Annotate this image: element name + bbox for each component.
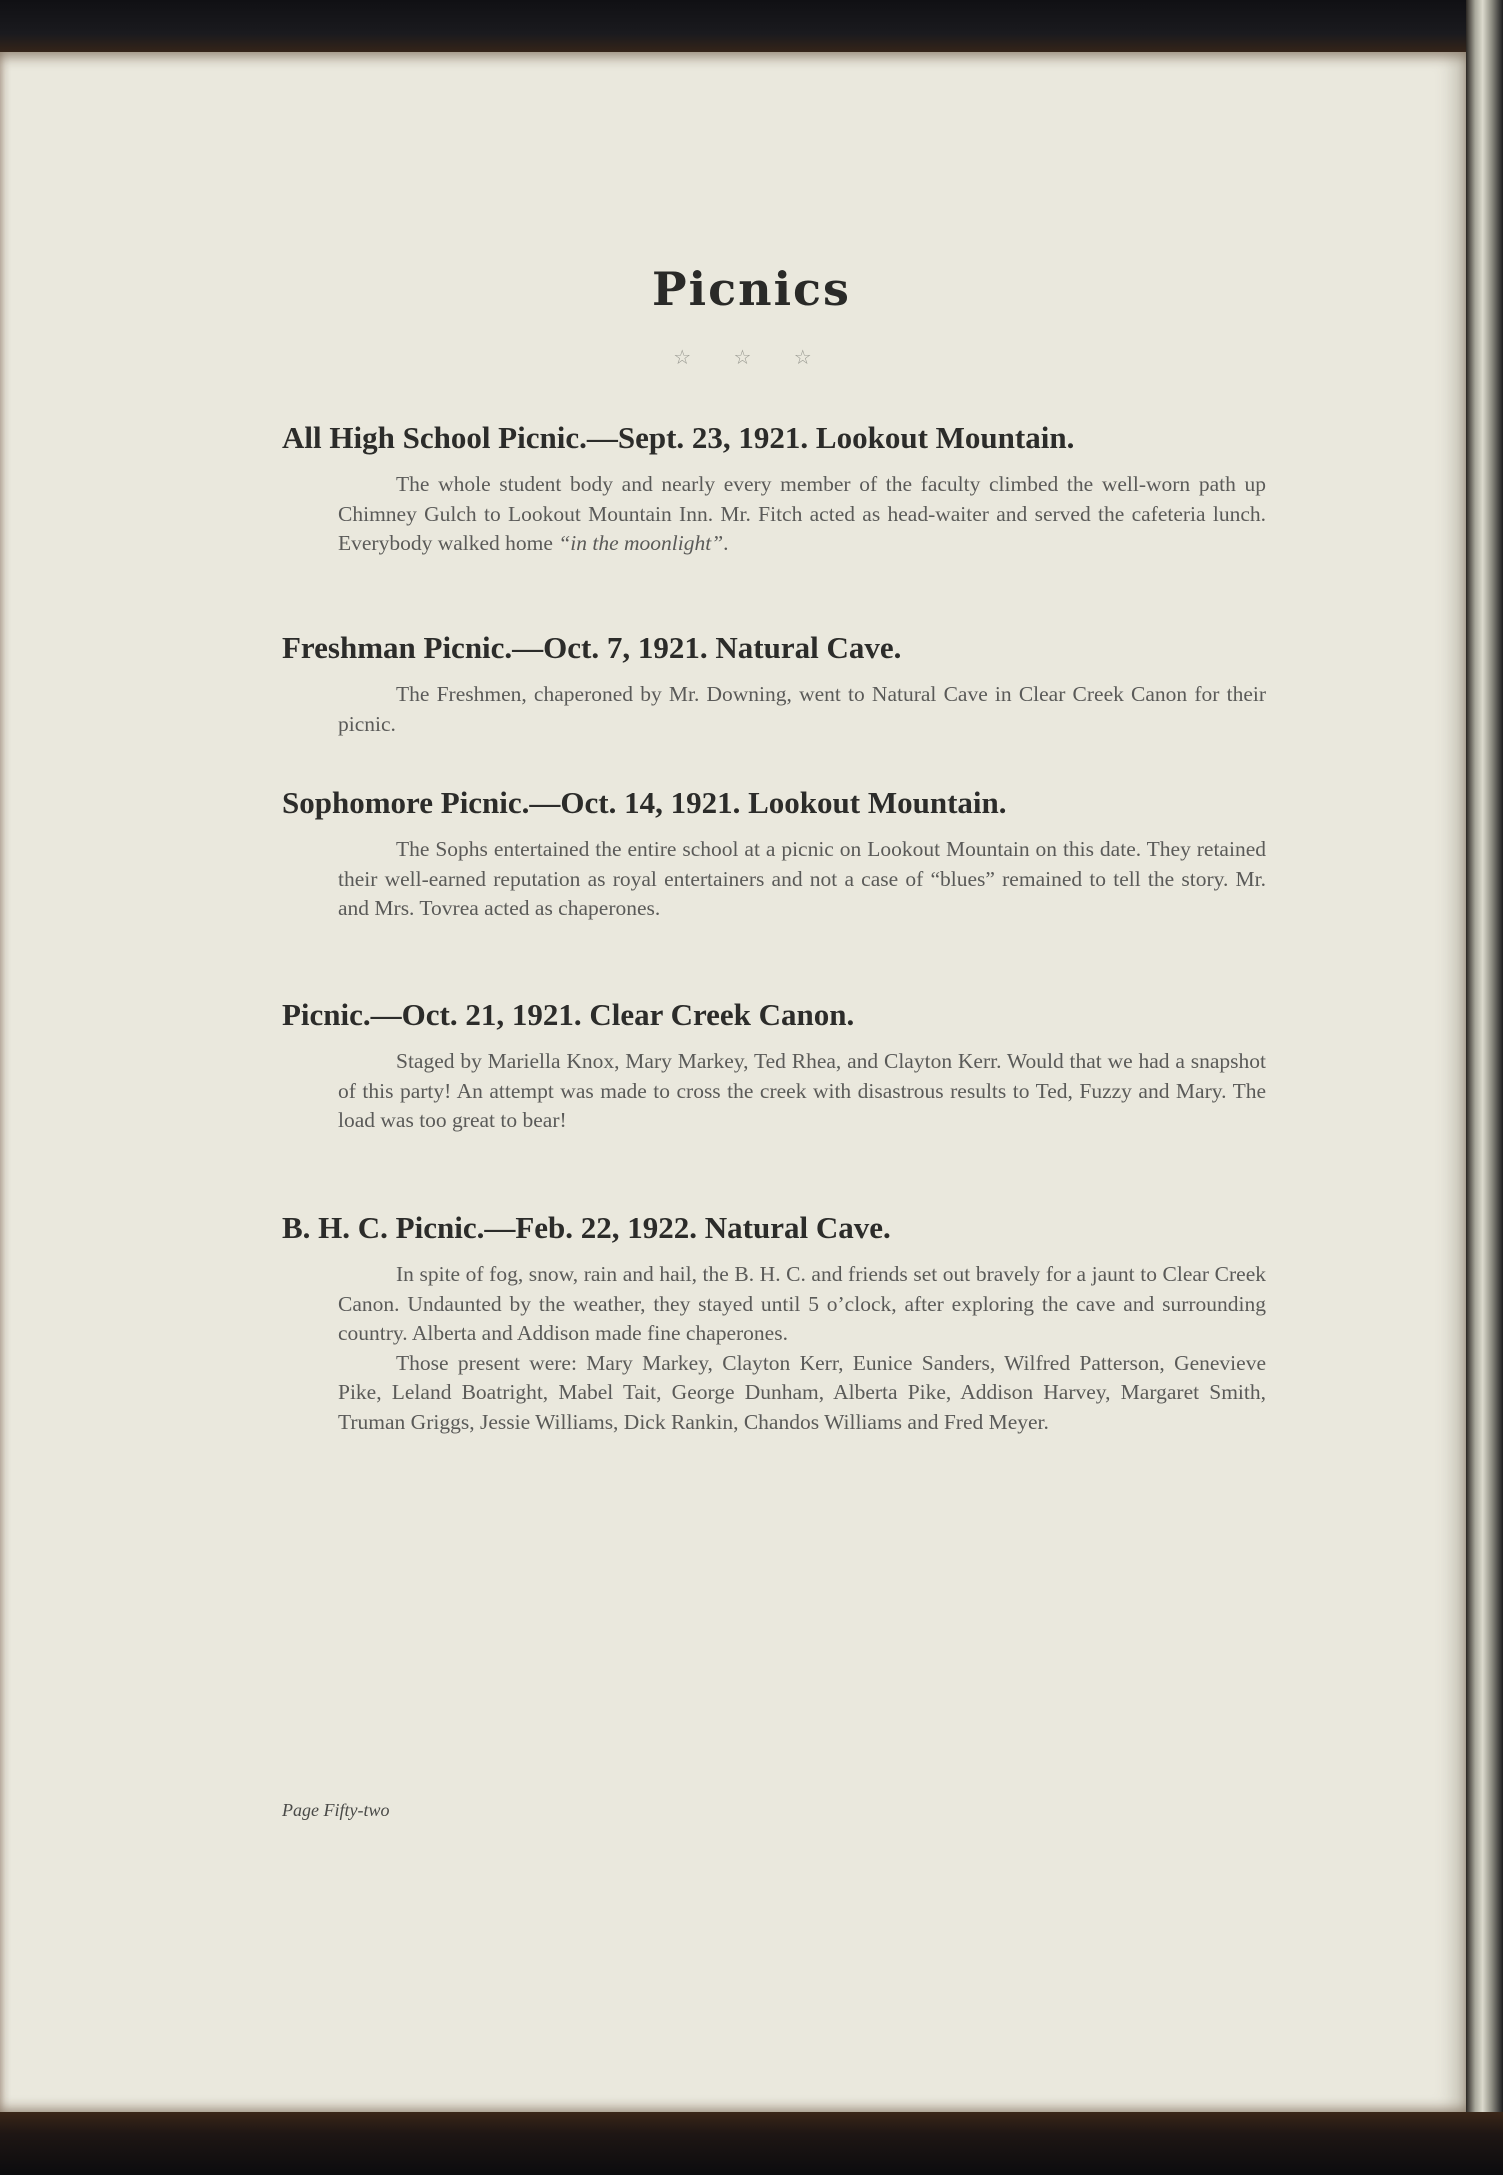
page-title: Picnics <box>652 262 851 316</box>
section-body <box>338 470 1266 559</box>
section-clear-creek-picnic <box>282 997 1282 1136</box>
body-text: The whole student body and nearly every member of the faculty climbed the well-worn path up Chimney Gulch to Lookout Mountain Inn. Mr. Fitch acted as head-waiter and served the cafeteria lunch. Everybody walked home <box>338 472 1266 555</box>
bottom-scan-edge <box>0 2112 1503 2175</box>
section-all-high-school-picnic <box>282 420 1282 559</box>
section-heading: Picnic.—Oct. 21, 1921. Clear Creek Canon. <box>282 997 855 1032</box>
page-number: Page Fifty-two <box>282 1800 390 1820</box>
body-text-end: . <box>723 531 729 555</box>
section-body: The Freshmen, chaperoned by Mr. Downing, went to Natural Cave in Clear Creek Canon for their picnic. <box>338 682 1266 736</box>
section-heading: B. H. C. Picnic.—Feb. 22, 1922. Natural Cave. <box>282 1210 891 1245</box>
book-spine-edge <box>1466 0 1503 2175</box>
star-ornament: ☆ ☆ ☆ <box>673 345 830 369</box>
section-body-attendees: Those present were: Mary Markey, Clayton Kerr, Eunice Sanders, Wilfred Patterson, Genevieve Pike, Leland Boatright, Mabel Tait, George Dunham, Alberta Pike, Addison Harvey, Margaret Smith, Truman Griggs, Jessie Williams, Dick Rankin, Chandos Williams and Fred Meyer. <box>338 1350 1266 1434</box>
body-italic-text: “in the moonlight” <box>558 531 724 555</box>
section-heading: All High School Picnic.—Sept. 23, 1921. Lookout Mountain. <box>282 420 1075 455</box>
section-sophomore-picnic <box>282 785 1282 924</box>
section-body: The Sophs entertained the entire school at a picnic on Lookout Mountain on this date. They retained their well-earned reputation as royal entertainers and not a case of “blues” remained to tell the story. Mr. and Mrs. Tovrea acted as chaperones. <box>338 837 1266 920</box>
section-heading: Sophomore Picnic.—Oct. 14, 1921. Lookout Mountain. <box>282 785 1007 820</box>
section-body: In spite of fog, snow, rain and hail, the B. H. C. and friends set out bravely for a jaunt to Clear Creek Canon. Undaunted by the weather, they stayed until 5 o’clock, after exploring the cave and surrounding country. Alberta and Addison made fine chaperones. <box>338 1262 1266 1345</box>
section-body: Staged by Mariella Knox, Mary Markey, Ted Rhea, and Clayton Kerr. Would that we had a snapshot of this party! An attempt was made to cross the creek with disastrous results to Ted, Fuzzy and Mary. The load was too great to bear! <box>338 1049 1266 1132</box>
top-scan-edge <box>0 0 1503 56</box>
section-freshman-picnic <box>282 630 1282 739</box>
section-bhc-picnic <box>282 1210 1282 1437</box>
section-heading: Freshman Picnic.—Oct. 7, 1921. Natural Cave. <box>282 630 902 665</box>
